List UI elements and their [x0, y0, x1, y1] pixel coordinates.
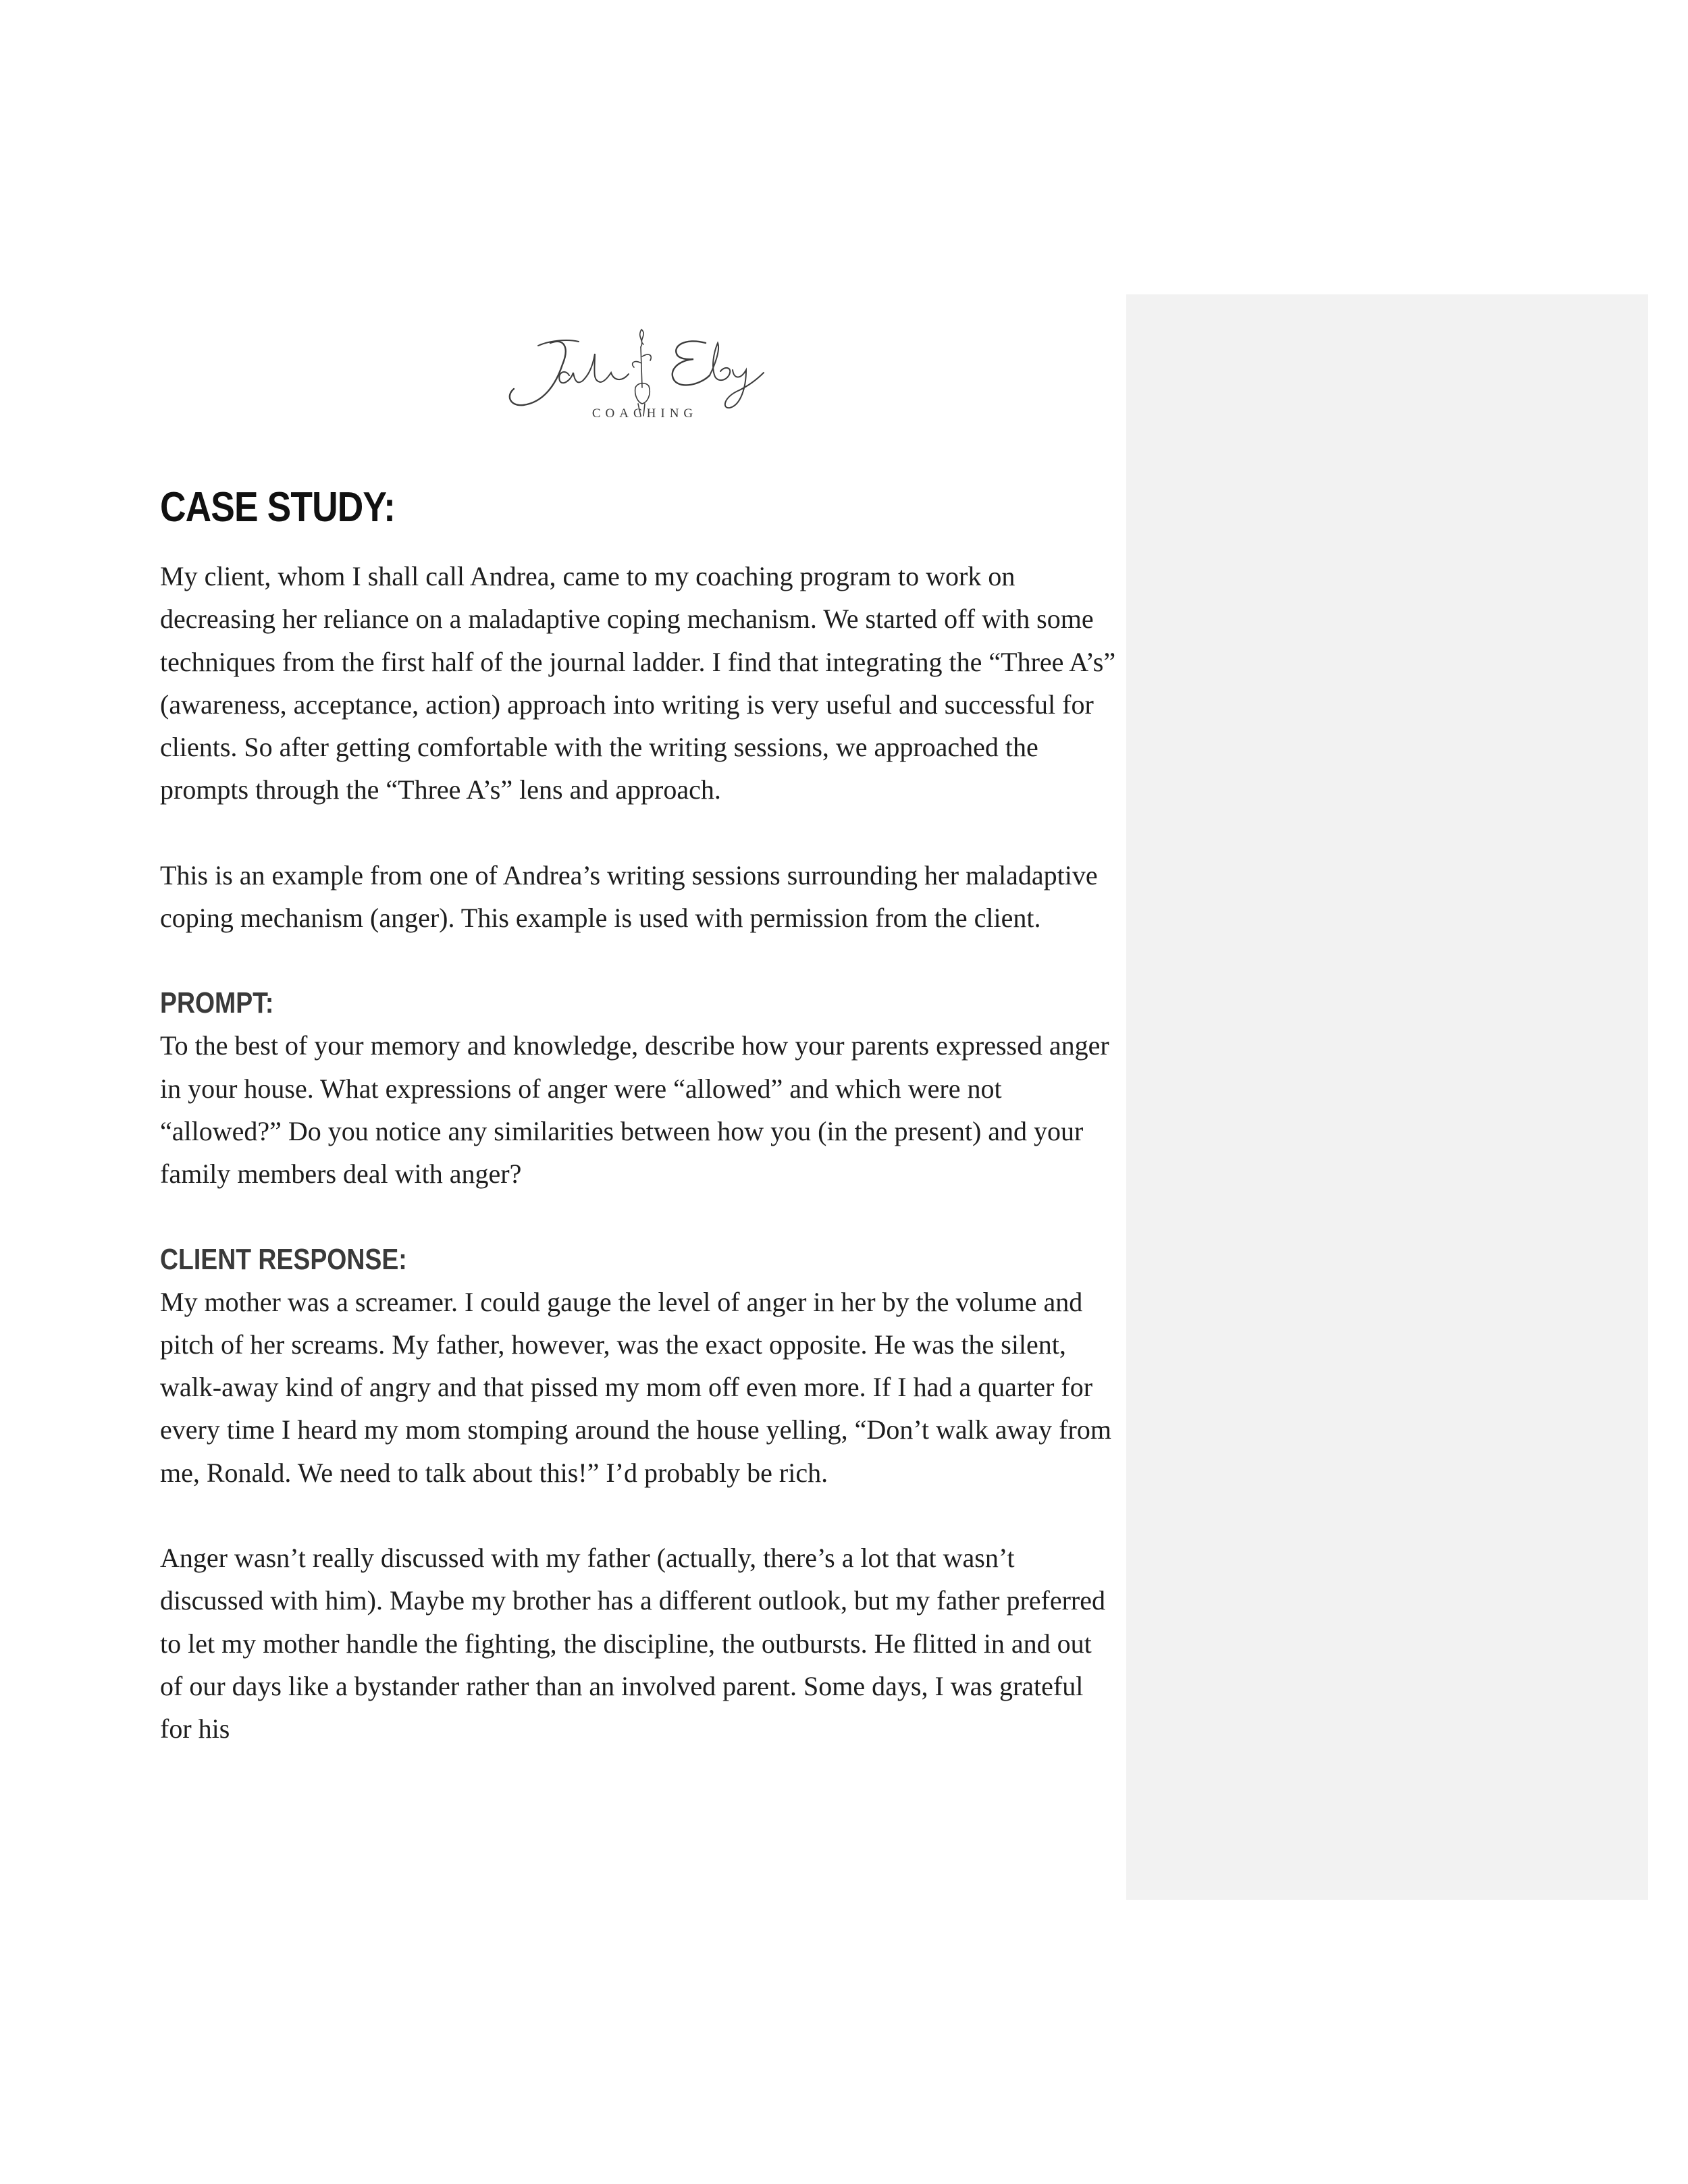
case-study-heading: CASE STUDY:: [160, 484, 396, 531]
paragraph-spacer: [160, 1196, 1119, 1238]
brand-logo: [503, 323, 766, 424]
document-body: [160, 481, 1119, 1751]
prompt-text: To the best of your memory and knowledge, describe how your parents expressed anger in your house. What expressions of anger were “allowed” and which were not “allowed?” Do you notice any similarities between how you (in the present) and your family members deal with anger?: [160, 1030, 1109, 1190]
case-study-paragraph-1: My client, whom I shall call Andrea, came to my coaching program to work on decreasing her reliance on a maladaptive coping mechanism. We started off with some techniques from the first half of the journal ladder. I find that integrating the “Three A’s” (awareness, acceptance, action) approach into writing is very useful and successful for clients. So after getting comfortable with the writing sessions, we approached the prompts through the “Three A’s” lens and approach.: [160, 561, 1116, 805]
client-response-paragraph-1: My mother was a screamer. I could gauge the level of anger in her by the volume and pitch of her screams. My father, however, was the exact opposite. He was the silent, walk-away kind of angry and that pissed my mom off even more. If I had a quarter for every time I heard my mom stomping around the house yelling, “Don’t walk away from me, Ronald. We need to talk about this!” I’d probably be rich.: [160, 1286, 1111, 1488]
paragraph-spacer: [160, 1494, 1119, 1537]
paragraph-spacer: [160, 811, 1119, 854]
prompt-heading: PROMPT:: [160, 986, 274, 1020]
client-response-paragraph-2: Anger wasn’t really discussed with my father (actually, there’s a lot that wasn’t discussed with him). Maybe my brother has a different outlook, but my father preferred to let my mother handle the fighting, the discipline, the outbursts. He flitted in and out of our days like a bystander rather than an involved parent. Some days, I was grateful for his: [160, 1543, 1105, 1744]
side-panel: [1126, 294, 1648, 1900]
logo-tagline: COACHING: [591, 406, 698, 421]
case-study-paragraph-2: This is an example from one of Andrea’s writing sessions surrounding her maladaptive coping mechanism (anger). This example is used with permission from the client.: [160, 859, 1098, 934]
paragraph-spacer: [160, 939, 1119, 982]
client-response-heading: CLIENT RESPONSE:: [160, 1242, 407, 1276]
